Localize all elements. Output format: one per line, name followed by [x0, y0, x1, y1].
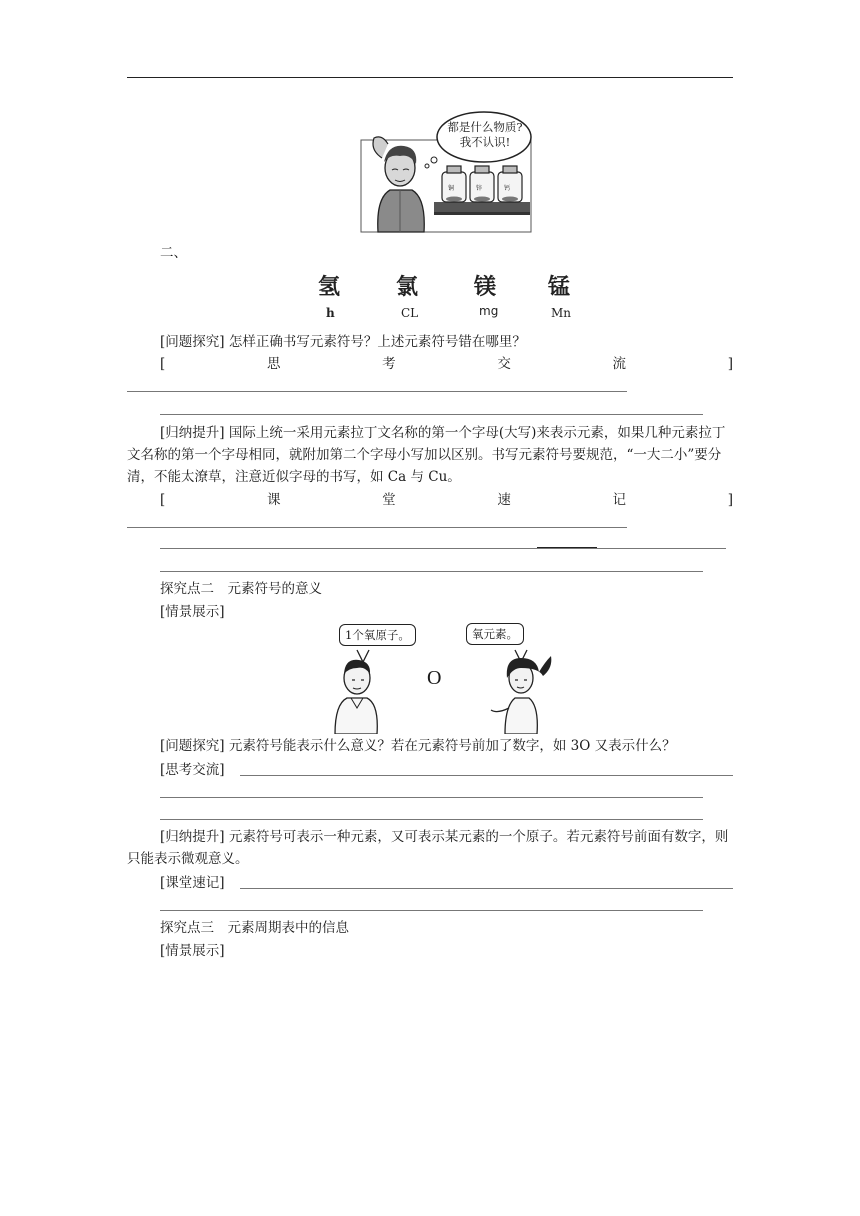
boy-speech-bubble: 1个氧原子。 — [339, 624, 416, 646]
answer-line — [160, 797, 703, 798]
summary-1: [归纳提升] 国际上统一采用元素拉丁文名称的第一个字母(大写)来表示元素，如果几种元素拉丁文名称的第一个字母相同，就附加第二个字母小写加以区别。书写元素符号要规范，“一大二小”要分清，不能太潦草，注意近似字母的书写，如 Ca 与 Cu。 — [127, 425, 726, 485]
answer-line — [160, 819, 703, 820]
thought-bubble-text — [441, 120, 529, 150]
think-exchange-1 — [160, 353, 733, 375]
think-char: 考 — [382, 356, 396, 372]
scene-label-2: [情景展示] — [160, 604, 225, 620]
section-heading-2: 探究点二 元素符号的意义 — [160, 581, 322, 597]
jar-label-1: 铜 — [448, 185, 455, 192]
notes-char: 记 — [612, 492, 627, 508]
answer-line — [160, 414, 703, 415]
answer-line — [127, 391, 627, 392]
answer-line — [240, 888, 733, 889]
header-rule — [127, 77, 733, 78]
thought-bubble-line1: 都是什么物质? — [447, 120, 523, 134]
wrong-symbol-h: h — [326, 306, 335, 320]
notes-char: ] — [727, 492, 733, 508]
oxygen-symbol: O — [427, 667, 442, 689]
think-char: ] — [727, 356, 733, 372]
notes-char: 课 — [266, 492, 281, 508]
think-char: 思 — [266, 356, 281, 372]
question-explore-1: [问题探究] 怎样正确书写元素符号？上述元素符号错在哪里？ — [160, 334, 526, 350]
wrong-symbol-mn: Mn — [551, 306, 572, 320]
element-char-chlorine: 氯 — [396, 275, 419, 300]
element-char-hydrogen: 氢 — [318, 275, 341, 300]
wrong-symbol-mg: mg — [479, 304, 499, 318]
answer-line — [160, 910, 703, 911]
thought-bubble-line2: 我不认识! — [459, 135, 511, 149]
notes-char: 堂 — [382, 492, 396, 508]
think-char: 交 — [497, 356, 511, 372]
think-char: 流 — [612, 356, 627, 372]
wrong-symbol-cl: CL — [401, 306, 419, 320]
notes-char: 速 — [497, 492, 511, 508]
section-heading-3: 探究点三 元素周期表中的信息 — [160, 920, 349, 936]
class-notes-1 — [160, 489, 733, 511]
answer-line — [160, 548, 726, 549]
element-char-magnesium: 镁 — [474, 275, 497, 300]
girl-speech-bubble: 氧元素。 — [466, 623, 524, 645]
think-char: [ — [160, 356, 166, 372]
think-exchange-2: [思考交流] — [160, 762, 225, 778]
class-notes-2: [课堂速记] — [160, 875, 225, 891]
scene-label-3: [情景展示] — [160, 943, 225, 959]
element-char-manganese: 锰 — [548, 275, 571, 300]
answer-line — [160, 571, 703, 572]
jar-label-3: 钙 — [504, 185, 511, 192]
answer-line — [127, 527, 627, 528]
jar-label-2: 锌 — [476, 185, 483, 192]
question-explore-2: [问题探究] 元素符号能表示什么意义？若在元素符号前加了数字，如 3O 又表示什么？ — [160, 738, 676, 754]
summary-2: [归纳提升] 元素符号可表示一种元素，又可表示某元素的一个原子。若元素符号前面有数字，则只能表示微观意义。 — [127, 829, 729, 867]
section-two-label: 二、 — [160, 245, 187, 261]
answer-line — [240, 775, 733, 776]
notes-char: [ — [160, 492, 166, 508]
answer-line-emphasis — [537, 547, 597, 548]
